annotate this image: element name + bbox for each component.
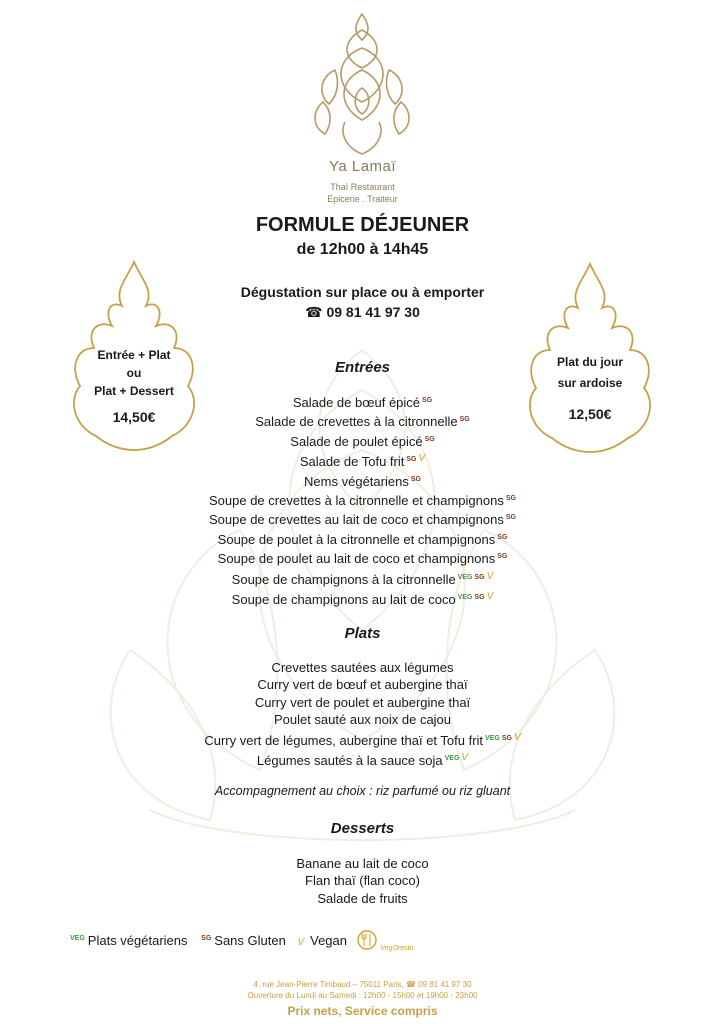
menu-item-name: Curry vert de bœuf et aubergine thaï — [257, 677, 468, 693]
section-desserts-title: Desserts — [330, 820, 395, 837]
menu-item — [0, 471, 725, 490]
menu-item-name: Salade de bœuf épicé — [292, 395, 421, 410]
right-offer-line-2: sur ardoise — [557, 376, 623, 390]
menu-item — [0, 872, 725, 889]
menu-item — [0, 711, 725, 728]
menu-item-name: Soupe de champignons au lait de coco — [231, 592, 456, 608]
footer-address: 4, rue Jean-Pierre Timbaud – 75011 Paris, — [253, 980, 404, 989]
sg-tag: SG — [497, 553, 508, 561]
legend-sg-tag: SG — [201, 934, 212, 942]
menu-item — [0, 568, 725, 588]
menu-item — [0, 729, 725, 749]
brand-line-2: Epicerie . Traiteur — [327, 194, 398, 204]
footer-phone-icon: ☎ — [405, 980, 416, 989]
menu-item — [0, 588, 725, 608]
legend-vegan-label: Vegan — [310, 932, 347, 948]
legend-veg-tag: VEG — [70, 934, 85, 942]
veg-tag: VEG — [485, 734, 500, 742]
menu-item — [0, 392, 725, 411]
lunch-hours: de 12h00 à 14h45 — [296, 241, 429, 258]
vegan-tag: V — [461, 752, 469, 764]
lotus-logo — [305, 10, 420, 158]
menu-item-name: Crevettes sautées aux légumes — [271, 660, 454, 675]
sg-tag: SG — [410, 475, 421, 483]
menu-item-name: Flan thaï (flan coco) — [305, 873, 420, 889]
section-entrees-title: Entrées — [334, 359, 391, 376]
sg-tag: SG — [474, 573, 485, 581]
service-note: Dégustation sur place ou à emporter — [240, 284, 485, 300]
desserts-list — [0, 855, 725, 907]
menu-item-name: Banane au lait de coco — [296, 856, 429, 871]
vegoresto-icon — [357, 930, 377, 950]
sg-tag: SG — [406, 456, 417, 464]
footer-pricing-note: Prix nets, Service compris — [287, 1004, 438, 1018]
legend-vegan-tag: V — [297, 936, 305, 948]
menu-item-name: Curry vert de poulet et aubergine thaï — [254, 694, 471, 710]
footer-address-line — [0, 980, 725, 989]
legend-sg-label: Sans Gluten — [214, 932, 286, 948]
menu-item-name: Nems végétariens — [304, 473, 409, 489]
menu-item — [0, 431, 725, 450]
left-offer-line-3: Plat + Dessert — [94, 384, 174, 398]
veg-tag: VEG — [457, 573, 473, 581]
legend — [70, 930, 413, 953]
left-offer-line-1: Entrée + Plat — [97, 348, 171, 362]
veg-tag: VEG — [444, 755, 460, 763]
sg-tag: SG — [505, 495, 516, 503]
brand-line-1: Thaï Restaurant — [330, 182, 395, 192]
menu-item — [0, 529, 725, 548]
sg-tag: SG — [497, 533, 508, 541]
vegoresto-logo — [357, 930, 414, 953]
vegoresto-label: VegOresto — [380, 945, 414, 952]
section-plats-title: Plats — [344, 625, 381, 642]
menu-item — [0, 676, 725, 693]
menu-item-name: Salade de crevettes à la citronnelle — [255, 414, 458, 430]
vegan-tag: V — [418, 453, 426, 465]
right-offer-line-1: Plat du jour — [557, 355, 623, 369]
sg-tag: SG — [424, 435, 435, 443]
footer-phone: 09 81 41 97 30 — [418, 980, 472, 989]
menu-item-name: Soupe de crevettes à la citronnelle et champignons — [209, 493, 504, 509]
menu-item — [0, 450, 725, 470]
sg-tag: SG — [474, 594, 485, 602]
menu-item — [0, 659, 725, 676]
menu-item — [0, 490, 725, 509]
menu-item — [0, 411, 725, 430]
menu-item-name: Soupe de champignons à la citronnelle — [231, 571, 456, 587]
sg-tag: SG — [422, 397, 433, 404]
menu-item-name: Salade de fruits — [317, 890, 408, 906]
menu-item-name: Salade de Tofu frit — [299, 454, 405, 470]
menu-item — [0, 855, 725, 872]
left-offer-line-2: ou — [126, 366, 142, 380]
vegan-tag: V — [486, 591, 494, 603]
menu-item-name: Curry vert de légumes, aubergine thaï et Tofu frit — [204, 732, 484, 748]
vegan-tag: V — [486, 570, 494, 582]
footer-opening-hours: Ouverture du Lundi au Samedi : 12h00 - 15h00 et 19h00 - 23h00 — [247, 991, 478, 1000]
plats-list — [0, 659, 725, 769]
entrees-list — [0, 392, 725, 608]
menu-item-name: Poulet sauté aux noix de cajou — [273, 712, 452, 728]
phone-number: 09 81 41 97 30 — [326, 304, 420, 320]
accompaniment-note: Accompagnement au choix : riz parfumé ou riz gluant — [214, 784, 511, 798]
brand-name: Ya Lamaï — [328, 158, 397, 175]
page-title: FORMULE DÉJEUNER — [255, 214, 470, 236]
menu-item-name: Salade de poulet épicé — [290, 433, 423, 449]
menu-item-name: Soupe de poulet au lait de coco et champignons — [217, 551, 496, 567]
sg-tag: SG — [459, 416, 470, 424]
menu-item-name: Légumes sautés à la sauce soja — [256, 753, 443, 769]
menu-item-name: Soupe de poulet à la citronnelle et champignons — [217, 531, 496, 547]
sg-tag: SG — [505, 514, 516, 522]
menu-item — [0, 749, 725, 769]
phone-icon: ☎ — [305, 304, 323, 320]
menu-item — [0, 694, 725, 711]
veg-tag: VEG — [457, 594, 473, 602]
vegan-tag: V — [513, 731, 521, 743]
sg-tag: SG — [501, 734, 512, 742]
legend-veg-label: Plats végétariens — [87, 932, 188, 948]
menu-item — [0, 890, 725, 907]
menu-item-name: Soupe de crevettes au lait de coco et champignons — [209, 512, 504, 528]
right-offer-price: 12,50€ — [568, 406, 612, 422]
menu-item — [0, 509, 725, 528]
left-offer-price: 14,50€ — [112, 409, 156, 425]
menu-item — [0, 548, 725, 567]
